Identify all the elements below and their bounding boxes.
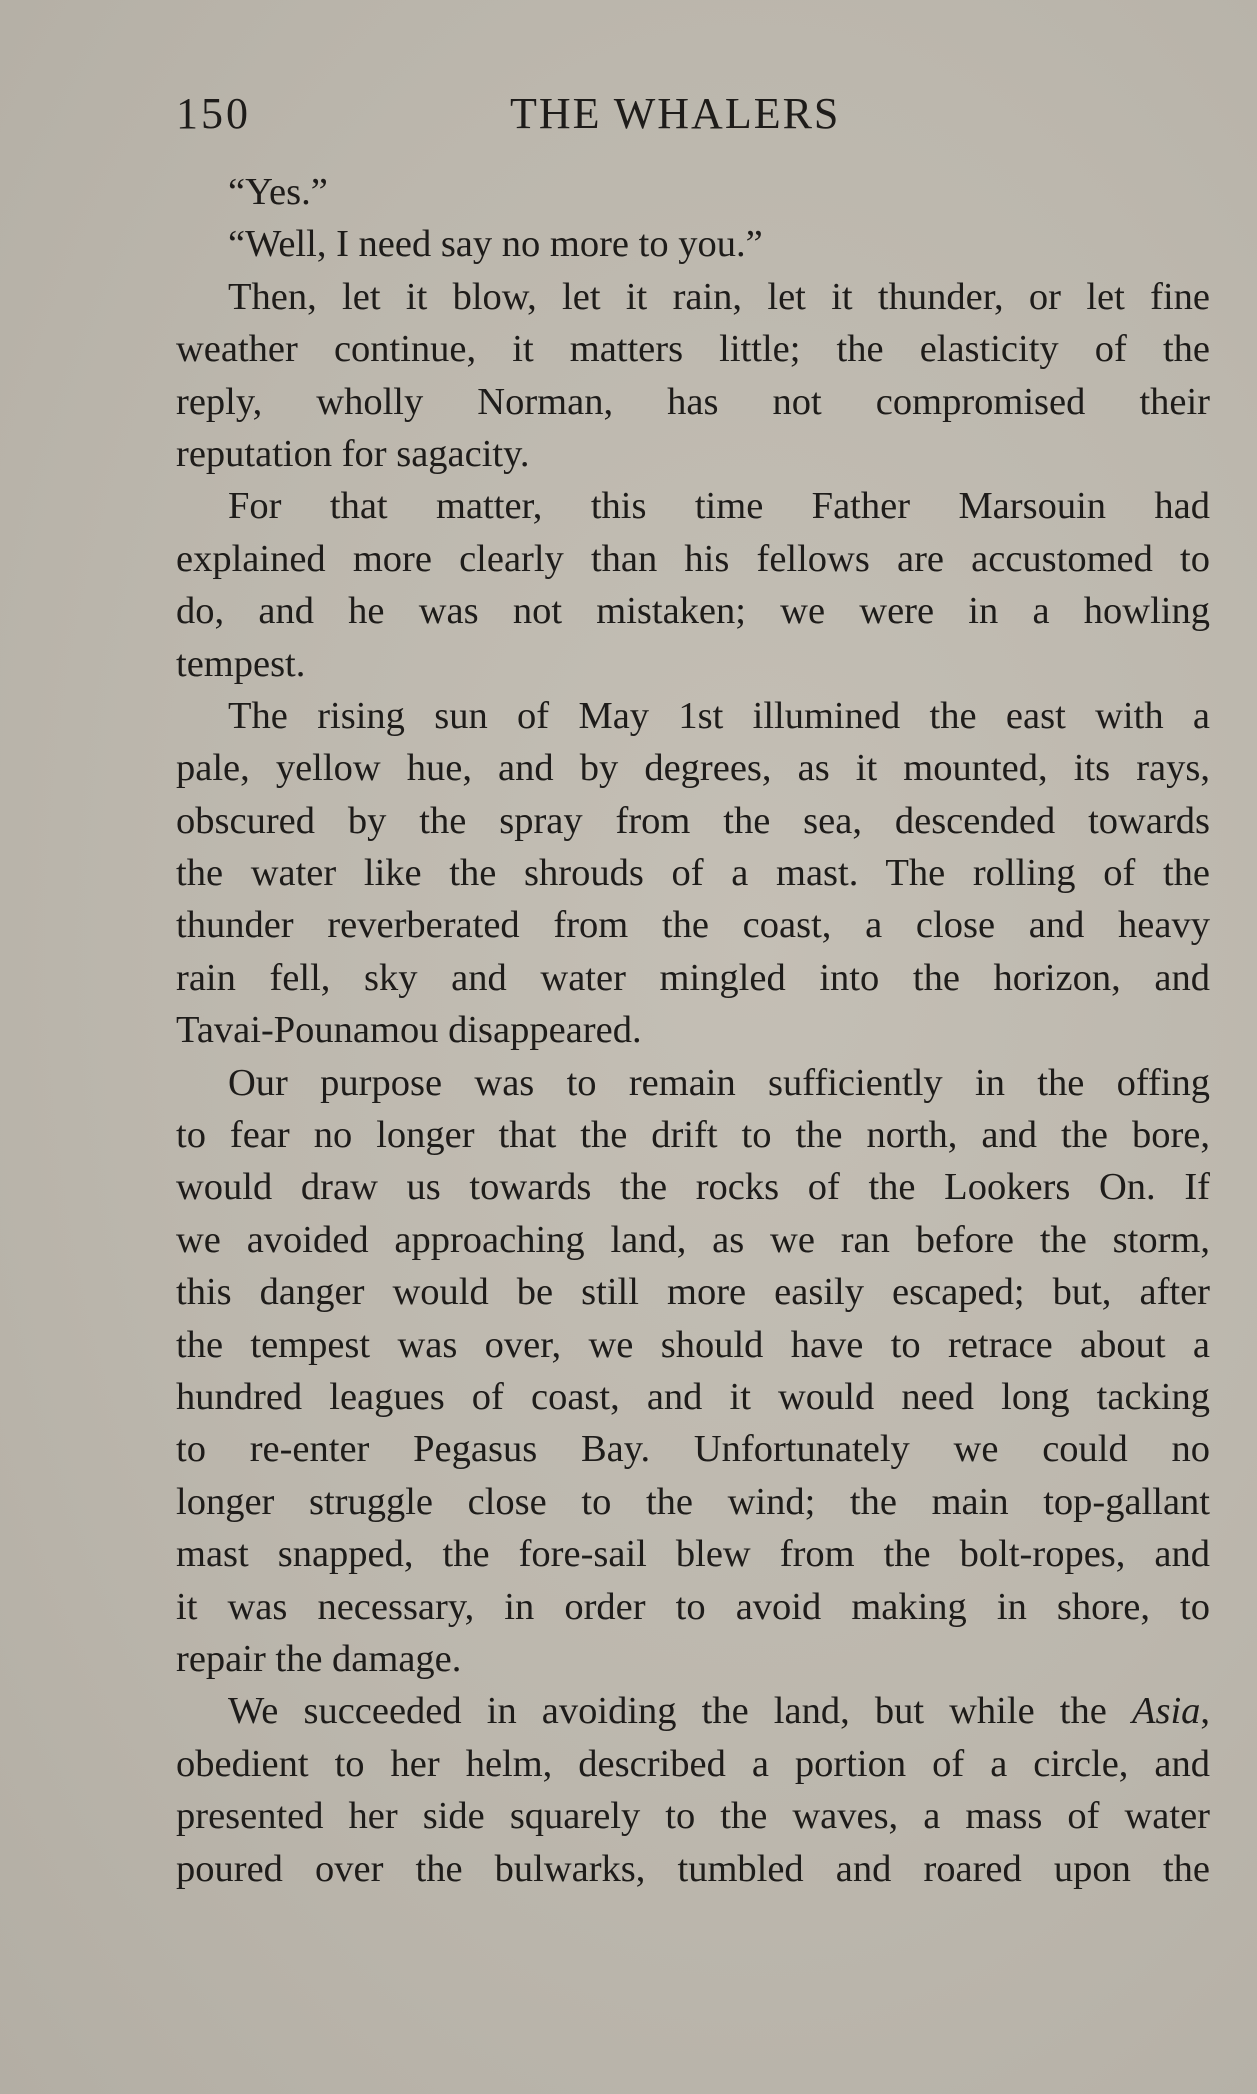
text-line: obedient to her helm, described a portion of a circle, and <box>176 1742 1210 1785</box>
text-line: hundred leagues of coast, and it would need long tacking <box>176 1375 1210 1418</box>
text-line: poured over the bulwarks, tumbled and roared upon the <box>176 1847 1210 1890</box>
text-line: it was necessary, in order to avoid making in shore, to <box>176 1585 1210 1628</box>
text-line: would draw us towards the rocks of the Lookers On. If <box>176 1166 1210 1209</box>
text-line: Then, let it blow, let it rain, let it thunder, or let fine <box>228 275 1210 318</box>
page-number: 150 <box>176 89 251 138</box>
text-line: Tavai-Pounamou disappeared. <box>176 1009 642 1052</box>
text-line: tempest. <box>176 642 306 685</box>
text-line: Our purpose was to remain sufficiently in the offing <box>228 1061 1210 1104</box>
text-line: For that matter, this time Father Marsouin had <box>228 485 1210 528</box>
text-line: longer struggle close to the wind; the main top-gallant <box>176 1480 1210 1523</box>
text-line: do, and he was not mistaken; we were in a howling <box>176 590 1210 633</box>
text-line: repair the damage. <box>176 1637 462 1680</box>
text-line: thunder reverberated from the coast, a close and heavy <box>176 904 1210 947</box>
text-line: obscured by the spray from the sea, descended towards <box>176 799 1210 842</box>
text-line: presented her side squarely to the waves, a mass of water <box>176 1795 1210 1838</box>
text-line: “Well, I need say no more to you.” <box>228 223 763 266</box>
page-header <box>176 88 1210 148</box>
text-line-italic-ship <box>176 1685 1210 1737</box>
text-line: to fear no longer that the drift to the north, and the bore, <box>176 1114 1210 1157</box>
text-segment: We succeeded in avoiding the land, but while the <box>228 1690 1107 1733</box>
text-line: pale, yellow hue, and by degrees, as it mounted, its rays, <box>176 747 1210 790</box>
text-line: the tempest was over, we should have to retrace about a <box>176 1323 1210 1366</box>
text-line: “Yes.” <box>228 171 328 213</box>
text-line: reply, wholly Norman, has not compromised their <box>176 380 1210 423</box>
text-segment: , <box>1200 1690 1211 1733</box>
text-line: weather continue, it matters little; the elasticity of the <box>176 328 1210 371</box>
text-line: reputation for sagacity. <box>176 432 530 475</box>
text-line: this danger would be still more easily escaped; but, after <box>176 1271 1210 1314</box>
text-line: the water like the shrouds of a mast. The rolling of the <box>176 852 1210 895</box>
text-line: to re-enter Pegasus Bay. Unfortunately we could no <box>176 1428 1210 1471</box>
text-line: rain fell, sky and water mingled into the horizon, and <box>176 956 1210 999</box>
running-title: THE WHALERS <box>510 89 841 138</box>
text-line: we avoided approaching land, as we ran before the storm, <box>176 1218 1210 1261</box>
text-line: mast snapped, the fore-sail blew from the bolt-ropes, and <box>176 1533 1210 1576</box>
text-line: explained more clearly than his fellows are accustomed to <box>176 537 1210 580</box>
ship-name: Asia <box>1131 1690 1201 1733</box>
text-line: The rising sun of May 1st illumined the east with a <box>228 694 1210 737</box>
body-text <box>176 166 1210 1895</box>
